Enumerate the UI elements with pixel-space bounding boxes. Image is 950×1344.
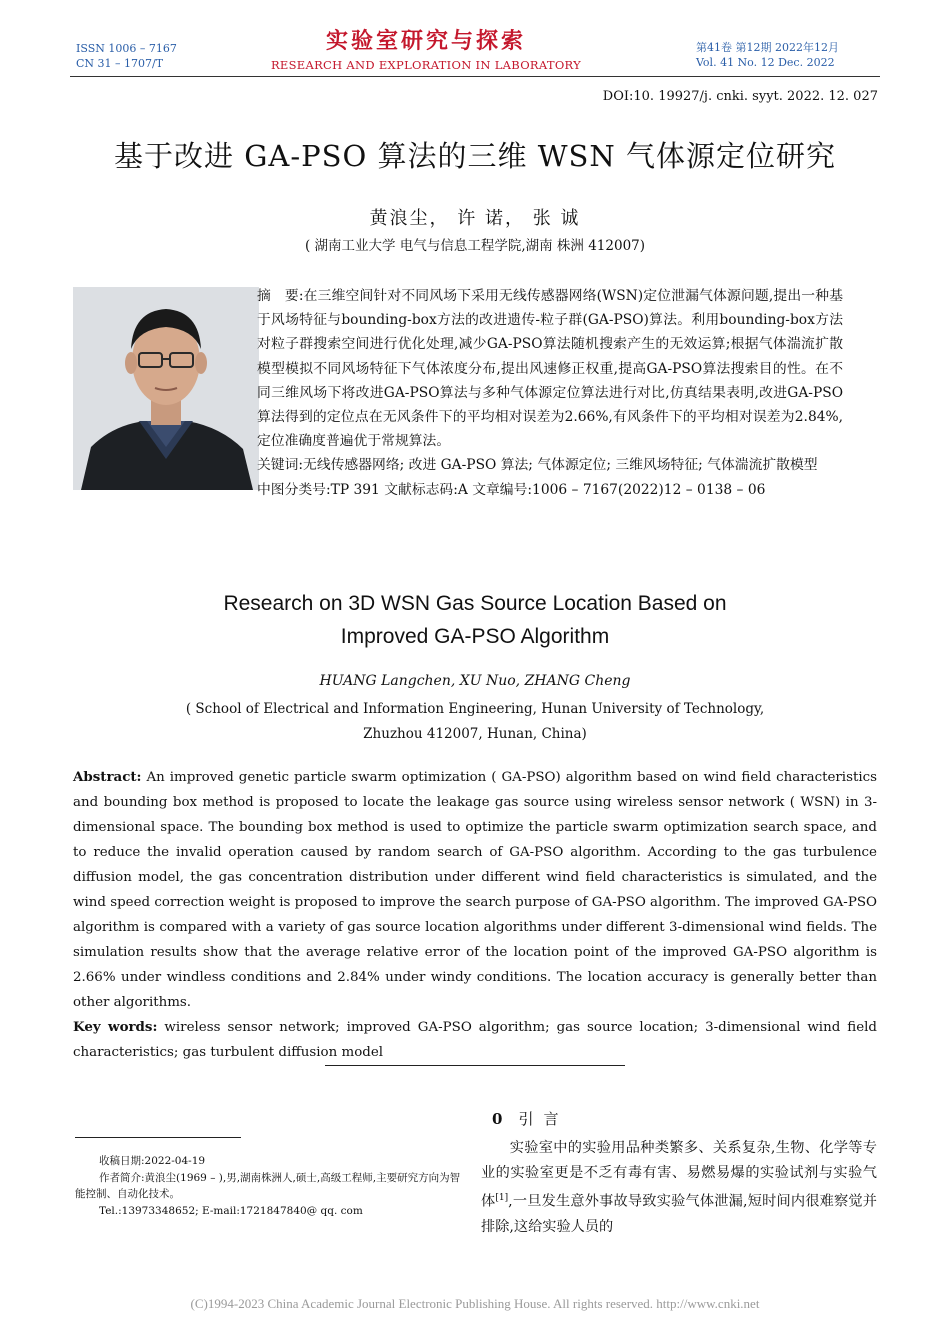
doi: DOI:10. 19927/j. cnki. syyt. 2022. 12. 027	[602, 89, 878, 104]
authors-en: HUANG Langchen, XU Nuo, ZHANG Cheng	[319, 673, 631, 689]
issue-info	[696, 40, 839, 70]
paper-title-cn: 基于改进 GA-PSO 算法的三维 WSN 气体源定位研究	[114, 139, 836, 173]
author-photo	[73, 287, 259, 490]
journal-masthead	[260, 28, 592, 72]
intro-text-part1: 实验室中的实验用品种类繁多、关系复杂,生物、化学等专业的实验室更是不乏有毒有害、易燃易爆的实验试剂与实验气体	[481, 1140, 877, 1210]
header-divider	[70, 76, 880, 77]
paper-title-en-line1: Research on 3D WSN Gas Source Location Based on	[223, 592, 727, 615]
keywords-cn: 无线传感器网络; 改进 GA-PSO 算法; 气体源定位; 三维风场特征; 气体湍流扩散模型	[303, 457, 818, 474]
classification-line: 中图分类号:TP 391 文献标志码:A 文章编号:1006 – 7167(2022)12 – 0138 – 06	[257, 481, 766, 498]
affiliation-cn: ( 湖南工业大学 电气与信息工程学院,湖南 株洲 412007)	[304, 238, 646, 254]
abstract-en-label: Abstract:	[73, 769, 142, 785]
footnote-divider	[75, 1137, 241, 1138]
affiliation-en-line1: ( School of Electrical and Information Engineering, Hunan University of Technology,	[185, 701, 765, 717]
paper-title-en-line2: Improved GA-PSO Algorithm	[340, 625, 610, 648]
abstract-cn	[257, 284, 843, 502]
author-bio: 作者简介:黄浪尘(1969 – ),男,湖南株洲人,硕士,高级工程师,主要研究方向为智能控制、自动化技术。	[75, 1171, 461, 1200]
authors-cn: 黄浪尘， 许 诺， 张 诚	[369, 208, 581, 229]
paper-title-en	[0, 587, 950, 653]
abstract-cn-label: 摘 要:	[257, 288, 304, 304]
abstract-cn-text: 在三维空间针对不同风场下采用无线传感器网络(WSN)定位泄漏气体源问题,提出一种基于风场特征与bounding-box方法的改进遗传-粒子群(GA-PSO)算法。利用bounding-box方法对粒子群搜索空间进行优化处理,减少GA-PSO算法随机搜索产生的无效运算;根据气体湍流扩散模型模拟不同风场特征下气体浓度分布,提出风速修正权重,提高GA-PSO算法搜索目的性。在不同三维风场下将改进GA-PSO算法与多种气体源定位算法进行对比,仿真结果表明,改进GA-PSO算法得到的定位点在无风条件下的平均相对误差为2.66%,有风条件下的平均相对误差为2.84%,定位准确度普遍优于常规算法。	[257, 288, 843, 450]
keywords-en: wireless sensor network; improved GA-PSO algorithm; gas source location; 3-dimensional wind field characteristics; gas turbulent diffusion model	[73, 1020, 877, 1060]
section-heading	[492, 1108, 568, 1129]
journal-issn-block	[76, 41, 177, 71]
issue-cn: 第41卷 第12期 2022年12月	[696, 41, 839, 54]
keywords-cn-label: 关键词:	[257, 457, 304, 474]
footnotes	[75, 1153, 465, 1219]
section-divider	[325, 1065, 625, 1066]
received-date: 收稿日期:2022-04-19	[99, 1155, 206, 1167]
section-number: 0	[492, 1110, 505, 1128]
abstract-en	[73, 765, 877, 1065]
keywords-en-label: Key words:	[73, 1019, 158, 1035]
journal-name-cn: 实验室研究与探索	[325, 28, 526, 54]
affiliation-en	[0, 697, 950, 747]
author-contact: Tel.:13973348652; E-mail:1721847840@ qq. com	[99, 1204, 363, 1217]
intro-paragraph	[481, 1136, 877, 1240]
citation-ref[interactable]: [1]	[495, 1193, 509, 1203]
journal-name-en: RESEARCH AND EXPLORATION IN LABORATORY	[270, 58, 582, 72]
cn-number: CN 31 – 1707/T	[76, 57, 164, 70]
affiliation-en-line2: Zhuzhou 412007, Hunan, China)	[363, 726, 587, 742]
copyright-footer: (C)1994-2023 China Academic Journal Electronic Publishing House. All rights reserved. http://www.cnki.net	[190, 1296, 760, 1311]
issue-en: Vol. 41 No. 12 Dec. 2022	[696, 56, 835, 69]
issn: ISSN 1006 – 7167	[76, 42, 177, 55]
intro-text-part2: ,一旦发生意外事故导致实验气体泄漏,短时间内很难察觉并排除,这给实验人员的	[481, 1193, 877, 1235]
section-title: 引言	[518, 1110, 569, 1128]
abstract-en-text: An improved genetic particle swarm optimization ( GA-PSO) algorithm based on wind field characteristics and bounding box method is proposed to locate the leakage gas source using wireless sensor network ( WSN) in 3-dimensional space. The bounding box method is used to optimize the particle swarm optimization search space, and to reduce the invalid operation caused by random search of GA-PSO algorithm. According to the gas turbulence diffusion model, the gas concentration distribution under different wind field characteristics is simulated, and the wind speed correction weight is proposed to improve the search purpose of GA-PSO algorithm. The improved GA-PSO algorithm is compared with a variety of gas source location algorithms under different 3-dimensional wind fields. The simulation results show that the average relative error of the location point of the improved GA-PSO algorithm is 2.66% under windless conditions and 2.84% under windy conditions. The location accuracy is generally better than other algorithms.	[73, 770, 877, 1010]
